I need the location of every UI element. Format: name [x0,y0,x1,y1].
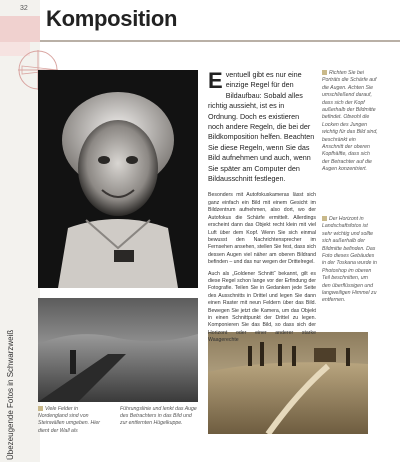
intro-paragraph [208,70,316,184]
title-divider [40,40,400,42]
drop-cap: E [208,68,223,93]
note-text: Der Horizont in Landschaftsfotos ist sehr wichtig und sollte sich außerhalb der Bildmitte befinden. Das Foto dieses Gebäudes in der Toskana wurde in Photoshop im oberen Teil beschnitten, um den überflüssigen und langweiligen Himmel zu entfernen. [322,216,377,304]
caption-text: Viele Felder in Nordengland sind von Steinwällen umgeben. Hier dient der Wall als [38,406,100,434]
page-number: 32 [20,5,28,12]
side-title-text: Übezeugende Fotos in Schwarzweiß [6,329,15,460]
landscape-photo-field [38,298,198,402]
body-paragraph-2: Auch als „Goldener Schnitt“ bekannt, gilt es diese Regel schon lange vor der Erfindung der Fotografie. Teilen Sie in Gedanken jede Seite des Ausschnitts in Drittel und legen Sie dann einen Raster mit neun Feldern über das Bild. Bewegen Sie jetzt die Kamera, um das Objekt in einen Schnittpunkt der Drittel zu legen. Komponieren Sie das Bild, so dass sich der Horizont oder einer anderer starke Waagerechte [208,270,316,344]
side-title-vertical [4,300,18,460]
note-text: Richten Sie bei Porträts die Schärfe auf die Augen. Achten Sie umschließend darauf, dass sich der Kopf außerhalb der Bildmitte befindet. Obwohl die Locken des Jungen wichtig für das Bild sind, beschränkt ein Anschnitt der oberen Kopfhälfte, dass sich der Betrachter auf die Augen konzentriert. [322,70,378,173]
sidebar-note-portrait [322,70,378,174]
main-text-column [208,70,316,349]
accent-block [0,16,40,42]
sidebar-note-horizon [322,216,378,305]
note-icon [322,216,327,221]
caption-field-right: Führungslinie und lenkt das Auge des Betrachters in das Bild und zur entfernten Hügelkuppe. [120,406,197,427]
caption-field-left [38,406,102,435]
body-paragraph-1: Besonders mit Autofokuskameras lässt sich ganz einfach ein Bild mit einem Gesicht im Bildzentrum aufnehmen, also dort, wo der Autofokus die Schärfe ermittelt. Allerdings erscheint dann das Objekt recht klein mit viel Luft über dem Kopf. Wenn Sie sich einmal bewusst den Nachrichtensprecher im Fernsehen ansehen, stellen Sie fest, dass sich dessen Augen viel näher am oberen Bildrand befinden – und das nur wegen der Drittelregel. [208,192,316,266]
caption-icon [38,406,43,411]
intro-text: ventuell gibt es nur eine einzige Regel für den Bildaufbau: Sobald alles richtig aussieht, ist es in Ordnung. Doch es existieren noch andere Regeln, die bei der Bildkomposition helfen. Beachten Sie diese Regeln, wenn Sie das Bild aufnehmen und auch, wenn Sie später am Computer den Bildausschnitt festlegen. [208,70,315,184]
page-title: Komposition [46,6,178,31]
portrait-photo [38,70,198,288]
note-icon [322,70,327,75]
body-text [208,192,316,344]
